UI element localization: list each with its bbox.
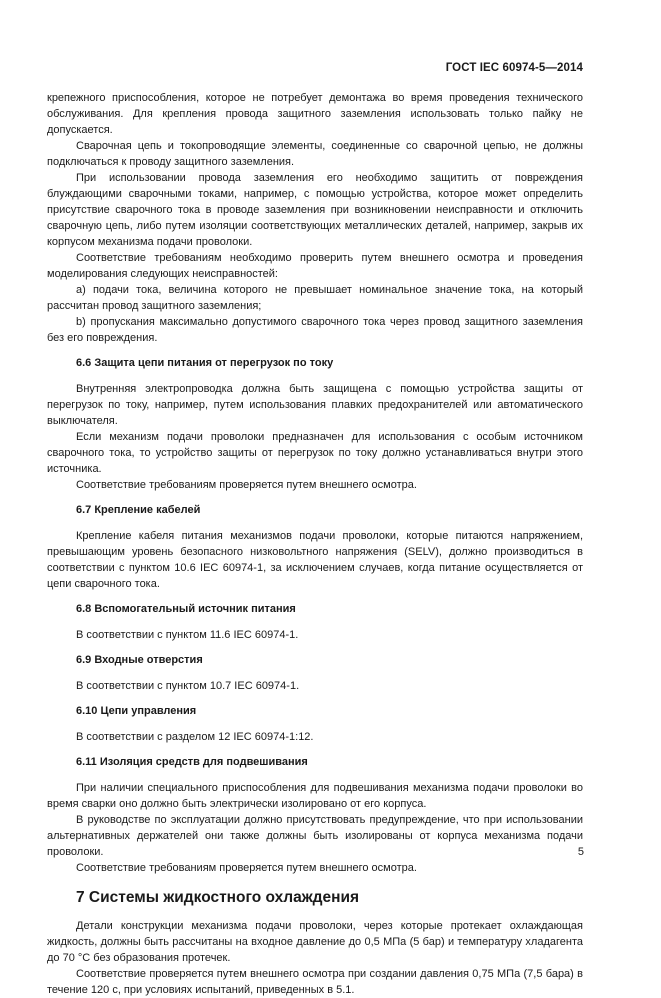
section-heading: 6.8 Вспомогательный источник питания bbox=[76, 603, 296, 615]
paragraph: Если механизм подачи проволоки предназначен для использования с особым источником сварочного тока, то устройство защиты от перегрузок по току должно устанавливаться внутри этого источника. bbox=[47, 431, 583, 475]
section-heading: 6.6 Защита цепи питания от перегрузок по току bbox=[76, 357, 334, 369]
paragraph: Соответствие требованиям необходимо проверить путем внешнего осмотра и проведения моделирования следующих неисправностей: bbox=[47, 252, 583, 280]
paragraph: Детали конструкции механизма подачи проволоки, через которые протекает охлаждающая жидкость, должны быть рассчитаны на входное давление до 0,5 МПа (5 бар) и температуру хладагента до 70 °С без образования протечек. bbox=[47, 920, 583, 964]
section-heading: 6.11 Изоляция средств для подвешивания bbox=[76, 756, 308, 768]
paragraph: a) подачи тока, величина которого не превышает номинальное значение тока, на который рассчитан провод защитного заземления; bbox=[47, 284, 583, 312]
paragraph: В соответствии с разделом 12 IEC 60974-1:12. bbox=[76, 731, 314, 743]
paragraph: В соответствии с пунктом 11.6 IEC 60974-1. bbox=[76, 629, 299, 641]
paragraph: Внутренняя электропроводка должна быть защищена с помощью устройства защиты от перегрузок по току, например, путем использования плавких предохранителей или автоматического выключателя. bbox=[47, 383, 583, 427]
paragraph: Крепление кабеля питания механизмов подачи проволоки, которые питаются напряжением, превышающим уровень безопасного низковольтного напряжения (SELV), должно производиться в соответствии с пунктом 10.6 IEC 60974-1, за исключением случаев, когда питание осуществляется от цепи сварочного тока. bbox=[47, 530, 583, 590]
standard-header: ГОСТ IEC 60974-5—2014 bbox=[445, 62, 583, 74]
paragraph: Сварочная цепь и токопроводящие элементы, соединенные со сварочной цепью, не должны подключаться к проводу защитного заземления. bbox=[47, 140, 583, 168]
paragraph: Соответствие проверяется путем внешнего осмотра при создании давления 0,75 МПа (7,5 бара) в течение 120 с, при условиях испытаний, приведенных в 5.1. bbox=[47, 968, 583, 996]
paragraph: крепежного приспособления, которое не потребует демонтажа во время проведения технического обслуживания. Для крепления провода защитного заземления использовать только пайку не допускается. bbox=[47, 92, 583, 136]
paragraph: В соответствии с пунктом 10.7 IEC 60974-1. bbox=[76, 680, 300, 692]
paragraph: Соответствие требованиям проверяется путем внешнего осмотра. bbox=[76, 862, 417, 874]
document-body bbox=[47, 90, 583, 998]
paragraph: b) пропускания максимально допустимого сварочного тока через провод защитного заземления без его повреждения. bbox=[47, 316, 583, 344]
paragraph: При наличии специального приспособления для подвешивания механизма подачи проволоки во время сварки оно должно быть электрически изолировано от его корпуса. bbox=[47, 782, 583, 810]
paragraph: Соответствие требованиям проверяется путем внешнего осмотра. bbox=[76, 479, 417, 491]
paragraph: В руководстве по эксплуатации должно присутствовать предупреждение, что при использовании альтернативных держателей они также должны быть изолированы от корпуса механизма подачи проволоки. bbox=[47, 814, 583, 858]
paragraph: При использовании провода заземления его необходимо защитить от повреждения блуждающими сварочными токами, например, с помощью устройства, которое может определить присутствие сварочного тока в проводе заземления при возникновении неисправности и отключить сварочную цепь, либо путем изоляции соответствующих металлических деталей, например, закрыв их корпусом механизма подачи проволоки. bbox=[47, 172, 583, 248]
page-number: 5 bbox=[577, 846, 584, 858]
section-heading: 6.7 Крепление кабелей bbox=[76, 504, 201, 516]
chapter-heading: 7 Системы жидкостного охлаждения bbox=[76, 889, 360, 906]
section-heading: 6.9 Входные отверстия bbox=[76, 654, 203, 666]
section-heading: 6.10 Цепи управления bbox=[76, 705, 197, 717]
